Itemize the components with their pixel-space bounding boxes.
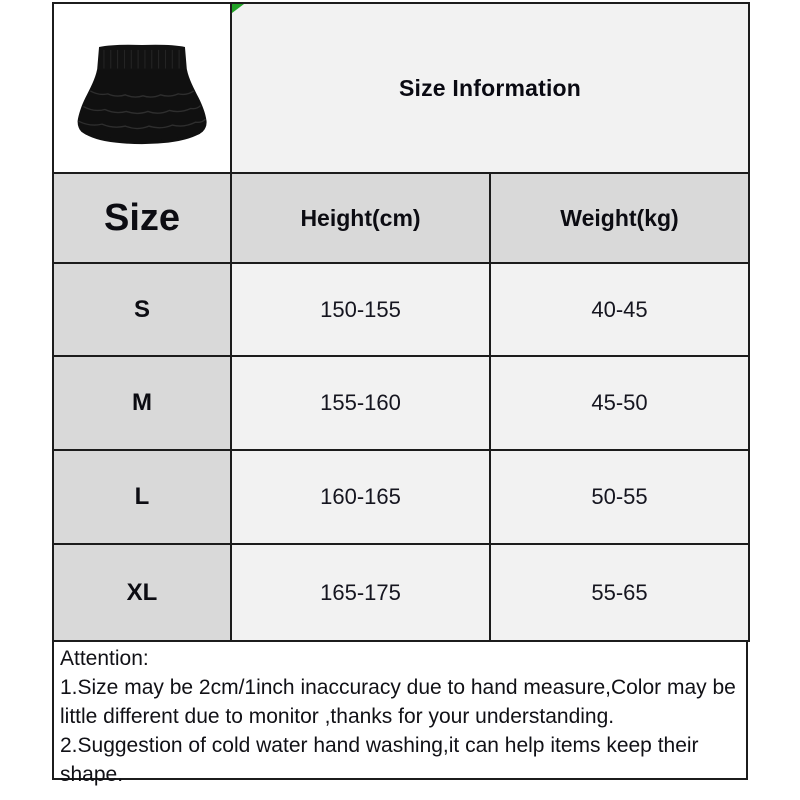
size-information-title: Size Information xyxy=(398,74,582,101)
height-value: 165-175 xyxy=(231,544,490,641)
column-header-height: Height(cm) xyxy=(231,173,490,263)
weight-value: 45-50 xyxy=(490,356,749,450)
attention-box xyxy=(52,640,748,786)
size-chart-sheet xyxy=(52,2,748,786)
size-label: XL xyxy=(53,544,231,641)
weight-value: 40-45 xyxy=(490,263,749,356)
table-row-s xyxy=(53,263,749,356)
product-image-cell xyxy=(53,3,231,173)
size-label: S xyxy=(53,263,231,356)
size-information-title-cell xyxy=(231,3,749,173)
table-row-m xyxy=(53,356,749,450)
table-row-xl xyxy=(53,544,749,641)
title-row xyxy=(53,3,749,173)
weight-value: 55-65 xyxy=(490,544,749,641)
size-table xyxy=(52,2,750,642)
table-row-l xyxy=(53,450,749,544)
height-value: 160-165 xyxy=(231,450,490,544)
attention-title: Attention: xyxy=(60,647,149,670)
attention-note-1: 1.Size may be 2cm/1inch inaccuracy due to hand measure,Color may be little different due to monitor ,thanks for your understanding. xyxy=(60,676,736,728)
size-label: M xyxy=(53,356,231,450)
height-value: 155-160 xyxy=(231,356,490,450)
skirt-product-image xyxy=(54,6,230,170)
attention-note-2: 2.Suggestion of cold water hand washing,it can help items keep their shape. xyxy=(60,734,699,786)
column-header-row xyxy=(53,173,749,263)
green-corner-marker-icon xyxy=(232,4,244,13)
column-header-weight: Weight(kg) xyxy=(490,173,749,263)
weight-value: 50-55 xyxy=(490,450,749,544)
height-value: 150-155 xyxy=(231,263,490,356)
size-label: L xyxy=(53,450,231,544)
column-header-size: Size xyxy=(53,173,231,263)
